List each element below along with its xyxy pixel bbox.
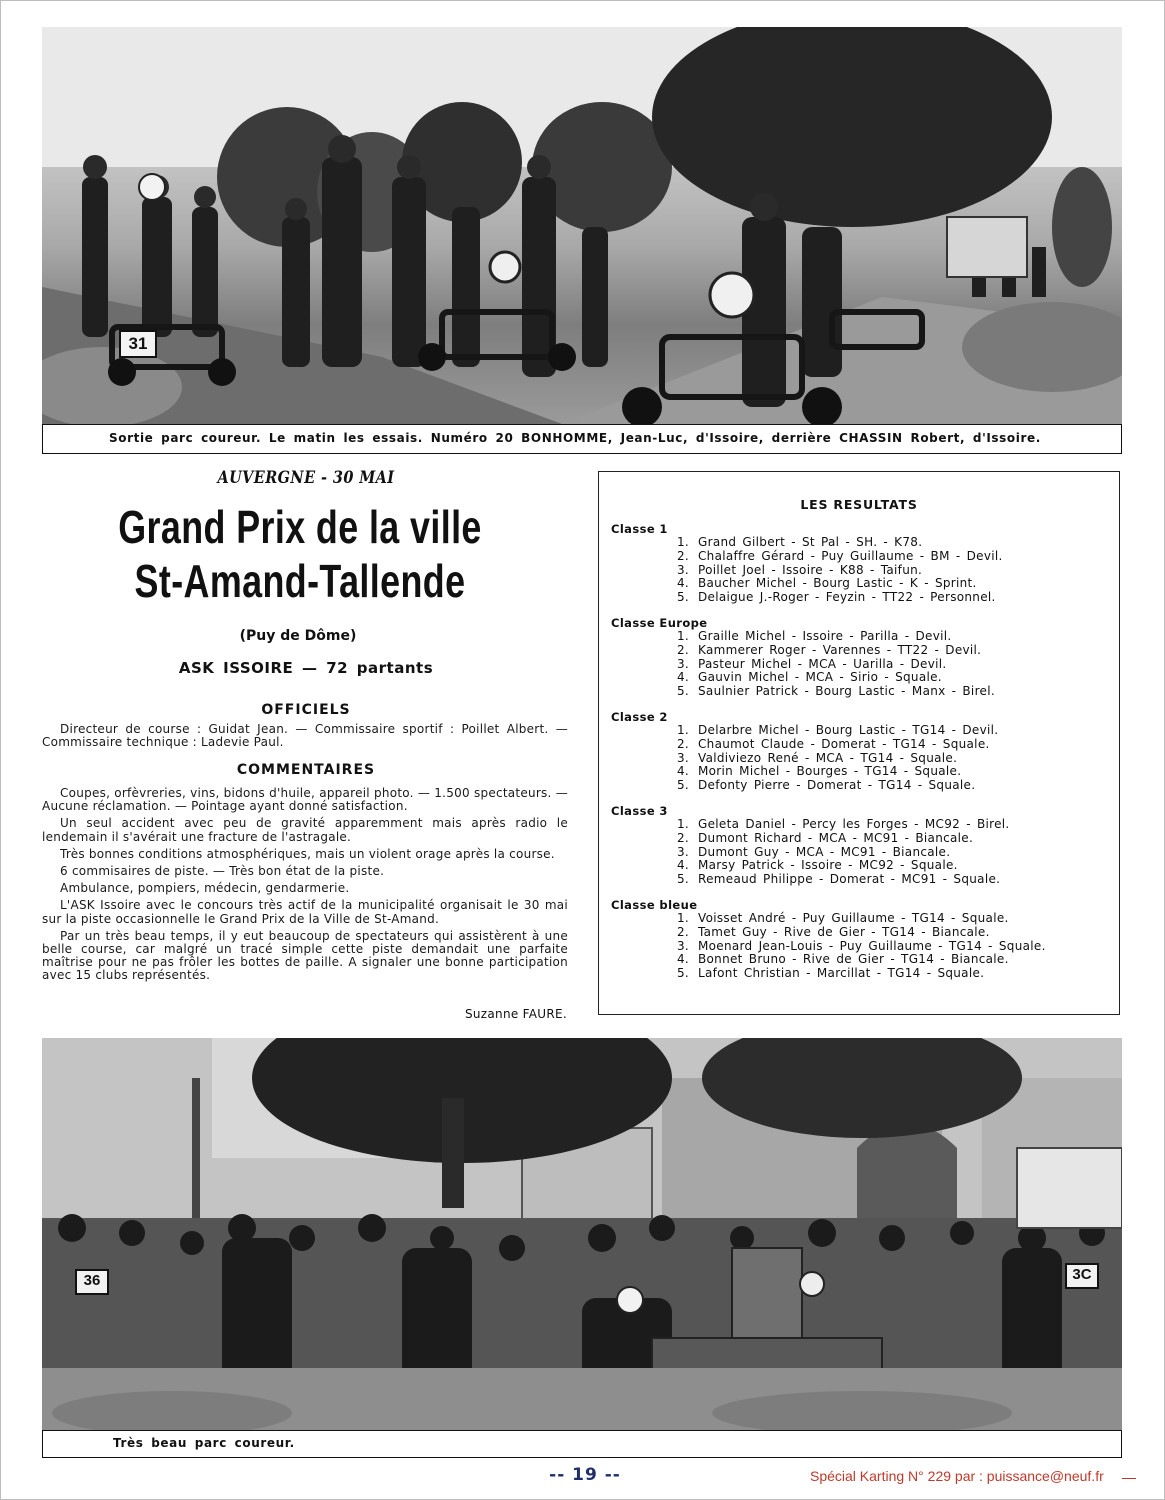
results-driver: Pasteur Michel - MCA - Uarilla - Devil. [698,656,947,671]
results-driver: Delaigue J.-Roger - Feyzin - TT22 - Personnel. [698,590,996,605]
results-driver: Dumont Guy - MCA - MC91 - Biancale. [698,844,951,859]
results-entry [611,926,1111,940]
results-driver: Graille Michel - Issoire - Parilla - Devil. [698,628,952,643]
results-entry [611,859,1111,873]
results-entry [611,591,1111,605]
results-entry [611,846,1111,860]
results-driver: Dumont Richard - MCA - MC91 - Biancale. [698,830,974,845]
results-entry [611,658,1111,672]
results-driver: Morin Michel - Bourges - TG14 - Squale. [698,764,962,779]
kart-number-plate: 3C [1072,1266,1092,1283]
kart-number-plate: 36 [83,1272,101,1289]
results-driver: Marsy Patrick - Issoire - MC92 - Squale. [698,858,958,873]
results-driver: Valdiviezo René - MCA - TG14 - Squale. [698,750,958,765]
results-driver: Poillet Joel - Issoire - K88 - Taifun. [698,562,923,577]
results-driver: Baucher Michel - Bourg Lastic - K - Sprint. [698,576,977,591]
results-driver: Bonnet Bruno - Rive de Gier - TG14 - Biancale. [698,952,1009,967]
results-entry [611,738,1111,752]
comment-paragraph: Un seul accident avec peu de gravité apparemment mais après radio le lendemain il s'avérait une fracture de l'astragale. [42,816,568,844]
comment-paragraph: 6 commisaires de piste. — Très bon état de la piste. [60,864,385,879]
article-subtitle: (Puy de Dôme) [239,628,357,644]
results-title: LES RESULTATS [800,497,918,512]
results-rank: 3. [676,844,689,859]
results-driver: Moenard Jean-Louis - Puy Guillaume - TG14 - Squale. [698,938,1046,953]
results-entry [611,912,1111,926]
results-entry [611,685,1111,699]
article-title [66,500,534,608]
page-number: -- 19 -- [549,1465,621,1485]
results-rank: 2. [676,736,689,751]
results-driver: Voisset André - Puy Guillaume - TG14 - Squale. [698,910,1009,925]
results-class-block [611,522,1111,605]
results-rank: 4. [676,764,689,779]
results-entry [611,765,1111,779]
results-driver: Saulnier Patrick - Bourg Lastic - Manx - Birel. [698,684,995,699]
results-driver: Lafont Christian - Marcillat - TG14 - Squale. [698,966,985,981]
results-driver: Geleta Daniel - Percy les Forges - MC92 - Birel. [698,816,1010,831]
results-rank: 4. [676,670,689,685]
results-entry [611,536,1111,550]
results-rank: 3. [676,750,689,765]
results-driver: Tamet Guy - Rive de Gier - TG14 - Biancale. [698,924,990,939]
results-rank: 4. [676,576,689,591]
comment-paragraph: Coupes, orfèvreries, vins, bidons d'huile, appareil photo. — 1.500 spectateurs. — Aucune réclamation. — Pointage ayant donné satisfaction. [42,786,568,814]
results-entry [611,967,1111,981]
commentaires-text [42,787,568,987]
results-rank: 5. [676,966,689,981]
results-box [598,471,1120,1015]
caption-text: Très beau parc coureur. [113,1436,295,1450]
officiels-heading: OFFICIELS [261,702,351,718]
results-class-name: Classe bleue [611,897,698,912]
comment-paragraph: Ambulance, pompiers, médecin, gendarmerie. [60,881,350,896]
title-line-2: St-Amand-Tallende [134,555,466,607]
photo-paddock [42,1038,1122,1431]
results-driver: Chaumot Claude - Domerat - TG14 - Squale. [698,736,990,751]
results-rank: 5. [676,684,689,699]
title-line-1: Grand Prix de la ville [118,501,482,553]
results-driver: Chalaffre Gérard - Puy Guillaume - BM - Devil. [698,548,1003,563]
photo-race-start [42,27,1122,424]
results-entry [611,818,1111,832]
results-list [611,522,1111,992]
results-class-name: Classe 2 [611,709,668,724]
results-rank: 5. [676,778,689,793]
results-entry [611,644,1111,658]
comment-paragraph: L'ASK Issoire avec le concours très actif de la municipalité organisait le 30 mai sur la piste occasionnelle le Grand Prix de la Ville de St-Amand. [42,898,568,926]
results-rank: 1. [676,722,689,737]
photo-caption-bottom [42,1430,1122,1458]
footer-underline [1122,1478,1136,1479]
results-entry [611,779,1111,793]
results-entry [611,940,1111,954]
results-rank: 2. [676,830,689,845]
results-class-name: Classe 3 [611,803,668,818]
results-entry [611,550,1111,564]
officiels-paragraph: Directeur de course : Guidat Jean. — Commissaire sportif : Poillet Albert. — Commissaire technique : Ladevie Paul. [42,722,568,750]
results-entry [611,564,1111,578]
results-driver: Grand Gilbert - St Pal - SH. - K78. [698,535,923,549]
results-driver: Kammerer Roger - Varennes - TT22 - Devil. [698,642,982,657]
results-entry [611,953,1111,967]
results-class-name: Classe 1 [611,522,668,536]
results-entry [611,832,1111,846]
results-rank: 3. [676,938,689,953]
results-entry [611,724,1111,738]
results-rank: 3. [676,656,689,671]
results-driver: Defonty Pierre - Domerat - TG14 - Squale. [698,778,976,793]
results-rank: 1. [676,816,689,831]
club-line: ASK ISSOIRE — 72 partants [178,659,434,677]
results-entry [611,630,1111,644]
results-driver: Gauvin Michel - MCA - Sirio - Squale. [698,670,942,685]
results-rank: 1. [676,910,689,925]
results-entry [611,752,1111,766]
article-author: Suzanne FAURE. [464,1007,567,1021]
results-rank: 1. [676,535,689,549]
commentaires-heading: COMMENTAIRES [236,762,376,778]
article-kicker: AUVERGNE - 30 MAI [217,468,395,488]
photo-caption-top [42,424,1122,454]
kart-number-plate: 31 [128,334,148,353]
results-class-block [611,616,1111,699]
caption-text: Sortie parc coureur. Le matin les essais. Numéro 20 BONHOMME, Jean-Luc, d'Issoire, derrière CHASSIN Robert, d'Issoire. [109,431,1041,445]
results-class-name: Classe Europe [611,615,708,630]
results-entry [611,873,1111,887]
results-rank: 5. [676,872,689,887]
results-rank: 5. [676,590,689,605]
results-rank: 2. [676,642,689,657]
results-rank: 4. [676,858,689,873]
results-class-block [611,710,1111,793]
results-entry [611,577,1111,591]
footer-credit: Spécial Karting N° 229 par : puissance@neuf.fr [810,1468,1104,1484]
results-rank: 1. [676,628,689,643]
comment-paragraph: Par un très beau temps, il y eut beaucoup de spectateurs qui assistèrent à une belle course, car malgré un tracé simple cette piste demandait une parfaite maîtrise pour ne pas frôler les bottes de paille. A signaler une bonne participation avec 15 clubs représentés. [42,928,568,983]
results-rank: 4. [676,952,689,967]
results-driver: Remeaud Philippe - Domerat - MC91 - Squale. [698,872,1001,887]
results-rank: 3. [676,562,689,577]
results-class-block [611,898,1111,981]
officiels-text [42,723,568,753]
comment-paragraph: Très bonnes conditions atmosphériques, mais un violent orage après la course. [60,846,555,861]
results-driver: Delarbre Michel - Bourg Lastic - TG14 - Devil. [698,722,999,737]
results-rank: 2. [676,548,689,563]
results-entry [611,671,1111,685]
results-class-block [611,804,1111,887]
results-rank: 2. [676,924,689,939]
